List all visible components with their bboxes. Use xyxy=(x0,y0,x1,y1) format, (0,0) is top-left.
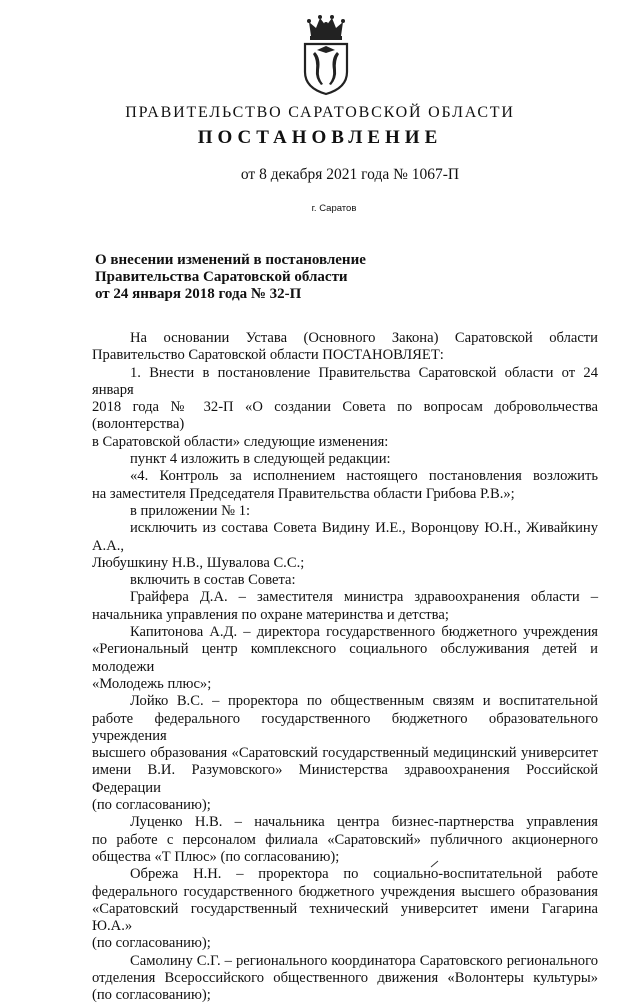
paragraph-item-1 xyxy=(92,365,598,451)
decree-subject xyxy=(95,252,366,303)
text-line: Луценко Н.В. – начальника центра бизнес-партнерства управления xyxy=(130,814,598,831)
subject-line: Правительства Саратовской области xyxy=(95,269,348,285)
text-line: «4. Контроль за исполнением настоящего постановления возложить xyxy=(130,468,598,485)
text-line: имени В.И. Разумовского» Министерства здравоохранения Российской Федерации xyxy=(92,762,598,796)
subject-line: О внесении изменений в постановление xyxy=(95,252,366,268)
text-line: Обрежа Н.Н. – проректора по социально-воспитательной работе xyxy=(130,866,598,883)
text-line: Грайфера Д.А. – заместителя министра здравоохранения области – xyxy=(130,589,598,606)
decree-body xyxy=(92,330,598,1005)
paragraph-include xyxy=(92,572,598,589)
government-name: ПРАВИТЕЛЬСТВО САРАТОВСКОЙ ОБЛАСТИ xyxy=(125,104,515,121)
text-line: Лойко В.С. – проректора по общественным связям и воспитательной xyxy=(130,693,598,710)
coat-of-arms-emblem xyxy=(295,14,357,98)
document-type: ПОСТАНОВЛЕНИЕ xyxy=(197,127,443,148)
text-line: в Саратовской области» следующие изменения: xyxy=(92,433,389,450)
member-obrezha xyxy=(92,866,598,952)
paragraph-new-wording xyxy=(92,468,598,503)
member-grayfer xyxy=(92,589,598,624)
text-line: На основании Устава (Основного Закона) Саратовской области xyxy=(130,330,598,346)
text-line: (по согласованию); xyxy=(92,987,211,1004)
text-line: высшего образования «Саратовский государственный медицинский университет xyxy=(92,745,598,762)
text-line: начальника управления по охране материнства и детства; xyxy=(92,606,449,623)
text-line: Любушкину Н.В., Шувалова С.С.; xyxy=(92,554,305,571)
text-line: «Региональный центр комплексного социального обслуживания детей и молодежи xyxy=(92,641,598,675)
text-line: отделения Всероссийского общественного движения «Волонтеры культуры» xyxy=(92,969,598,986)
text-line: работе федерального государственного бюджетного образовательного учреждения xyxy=(92,710,598,744)
text-line: «Саратовский государственный технический университет имени Гагарина Ю.А.» xyxy=(92,900,598,935)
pen-mark xyxy=(430,860,440,868)
text-line: 2018 года № 32-П «О создании Совета по вопросам добровольчества (волонтерства) xyxy=(92,399,598,433)
member-kapitonov xyxy=(92,624,598,693)
text-line: Правительство Саратовской области ПОСТАНОВЛЯЕТ: xyxy=(92,347,444,364)
text-line: включить в состав Совета: xyxy=(130,572,296,589)
text-line: (по согласованию); xyxy=(92,797,211,814)
text-line: «Молодежь плюс»; xyxy=(92,675,212,692)
paragraph-appendix xyxy=(92,503,598,520)
text-line: (по согласованию); xyxy=(92,935,211,952)
member-lutsenko xyxy=(92,814,598,866)
decree-date-number: от 8 декабря 2021 года № 1067-П xyxy=(240,166,460,183)
city-name: г. Саратов xyxy=(311,203,357,214)
text-line: по работе с персоналом филиала «Саратовский» публичного акционерного xyxy=(92,831,598,848)
paragraph-exclude xyxy=(92,520,598,572)
text-line: исключить из состава Совета Видину И.Е., Воронцову Ю.Н., Живайкину А.А., xyxy=(92,520,598,554)
text-line: в приложении № 1: xyxy=(130,502,251,519)
member-loyko xyxy=(92,693,598,814)
text-line: общества «Т Плюс» (по согласованию); xyxy=(92,848,340,865)
text-line: Капитонова А.Д. – директора государственного бюджетного учреждения xyxy=(130,624,598,641)
text-line: Самолину С.Г. – регионального координатора Саратовского регионального xyxy=(130,952,598,969)
paragraph-basis xyxy=(92,330,598,365)
text-line: на заместителя Председателя Правительства области Грибова Р.В.»; xyxy=(92,485,515,502)
text-line: пункт 4 изложить в следующей редакции: xyxy=(130,451,391,468)
subject-line: от 24 января 2018 года № 32-П xyxy=(95,286,302,302)
text-line: федерального государственного бюджетного учреждения высшего образования xyxy=(92,883,598,900)
paragraph-point-4 xyxy=(92,451,598,468)
text-line: 1. Внести в постановление Правительства Саратовской области от 24 января xyxy=(92,364,598,398)
member-samolina xyxy=(92,953,598,1005)
